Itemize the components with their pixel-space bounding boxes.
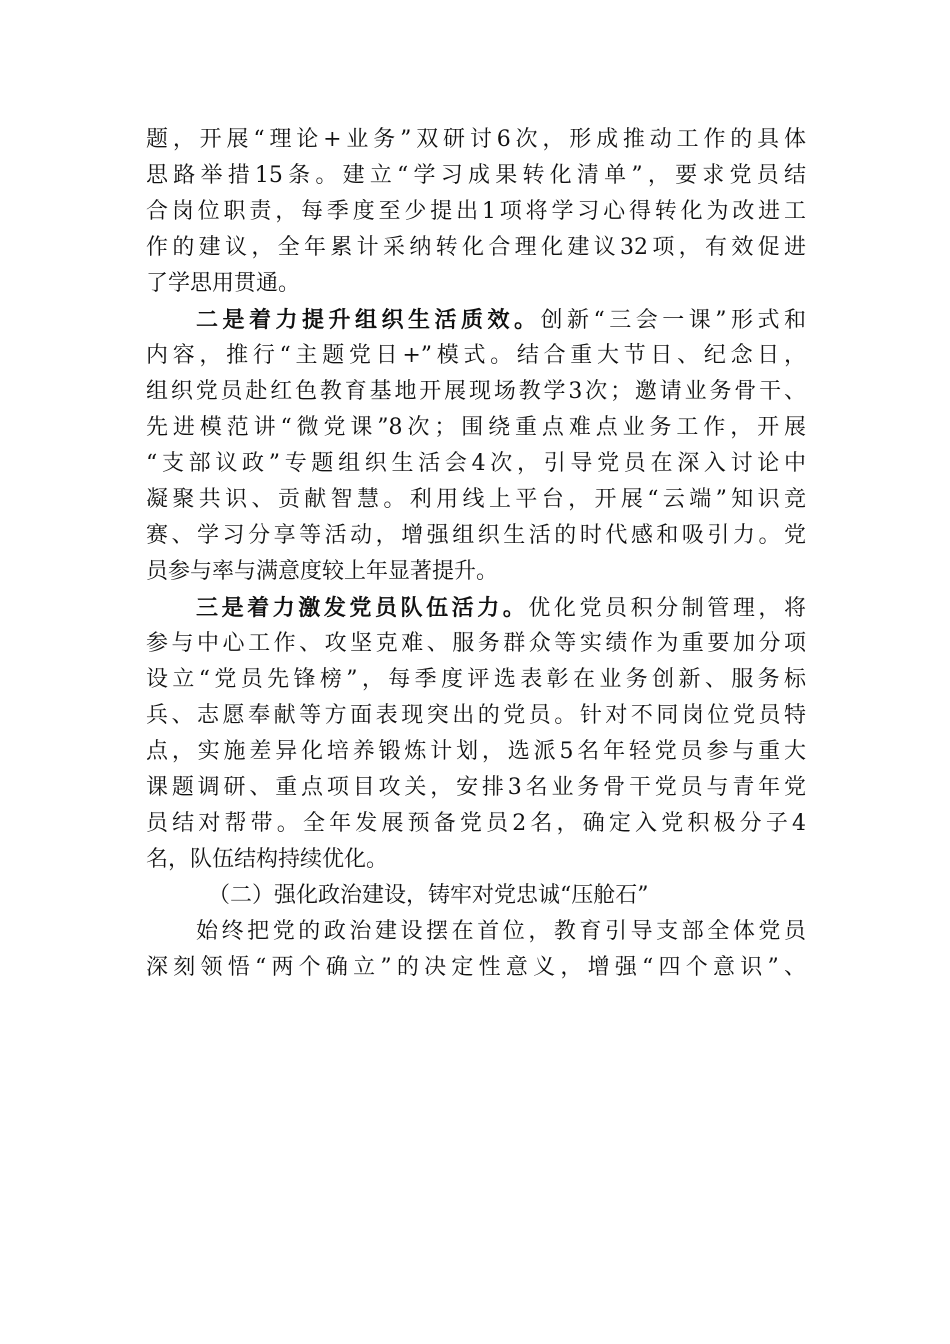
paragraph-3-lead-heading: 三是着力激发党员队伍活力。	[196, 595, 529, 621]
paragraph-2-first-line-text: 创新“三会一课”形式和	[540, 308, 806, 333]
paragraph-3-line-4: 兵、志愿奉献等方面表现突出的党员。针对不同岗位党员特	[146, 703, 806, 728]
paragraph-2-line-2: 内容，推行“主题党日+”模式。结合重大节日、纪念日，	[146, 343, 806, 368]
paragraph-2-line-1	[146, 302, 806, 338]
paragraph-2-line-4: 先进模范讲“微党课”8次；围绕重点难点业务工作，开展	[146, 415, 806, 440]
paragraph-1-line-1: 题，开展“理论+业务”双研讨6次，形成推动工作的具体	[146, 127, 806, 152]
paragraph-3-line-8: 名，队伍结构持续优化。	[146, 847, 389, 872]
paragraph-3-line-1	[146, 590, 806, 626]
paragraph-1-line-4: 作的建议，全年累计采纳转化合理化建议32项，有效促进	[146, 235, 806, 260]
paragraph-3-first-line-text: 优化党员积分制管理，将	[528, 596, 806, 621]
section-heading: （二）强化政治建设，铸牢对党忠诚“压舱石”	[208, 883, 649, 908]
paragraph-2-line-3: 组织党员赴红色教育基地开展现场教学3次；邀请业务骨干、	[146, 379, 806, 404]
paragraph-2-lead-heading: 二是着力提升组织生活质效。	[196, 307, 541, 333]
paragraph-3-line-2: 参与中心工作、攻坚克难、服务群众等实绩作为重要加分项	[146, 631, 806, 656]
paragraph-2-line-5: “支部议政”专题组织生活会4次，引导党员在深入讨论中	[146, 451, 806, 476]
paragraph-1-line-3: 合岗位职责，每季度至少提出1项将学习心得转化为改进工	[146, 199, 806, 224]
paragraph-1-line-5: 了学思用贯通。	[146, 271, 301, 296]
document-body	[146, 122, 806, 986]
paragraph-3-line-7: 员结对帮带。全年发展预备党员2名，确定入党积极分子4	[146, 811, 806, 836]
paragraph-1-line-2: 思路举措15条。建立“学习成果转化清单”，要求党员结	[146, 163, 806, 188]
paragraph-3-line-6: 课题调研、重点项目攻关，安排3名业务骨干党员与青年党	[146, 775, 806, 800]
paragraph-2-line-6: 凝聚共识、贡献智慧。利用线上平台，开展“云端”知识竞	[146, 487, 806, 512]
paragraph-3-line-3: 设立“党员先锋榜”，每季度评选表彰在业务创新、服务标	[146, 667, 806, 692]
paragraph-2-line-8: 员参与率与满意度较上年显著提升。	[146, 559, 499, 584]
paragraph-3-line-5: 点，实施差异化培养锻炼计划，选派5名年轻党员参与重大	[146, 739, 806, 764]
paragraph-2-line-7: 赛、学习分享等活动，增强组织生活的时代感和吸引力。党	[146, 523, 806, 548]
paragraph-4-line-1: 始终把党的政治建设摆在首位，教育引导支部全体党员	[196, 919, 806, 944]
paragraph-4-line-2: 深刻领悟“两个确立”的决定性意义，增强“四个意识”、	[146, 955, 806, 980]
